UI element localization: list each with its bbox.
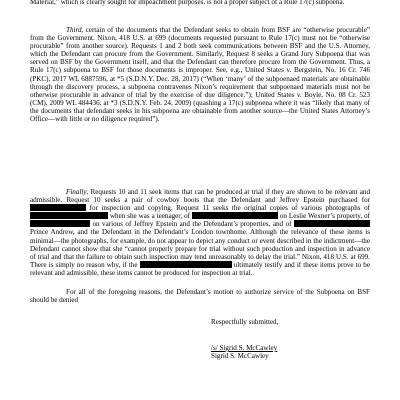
signature: /s/ Sigrid S. McCawley [211,344,278,352]
paragraph-finally-s5: on various of Jeffrey Epstein and the Defendant’s properties, and of [92,220,292,229]
paragraph-third [30,26,370,123]
redaction-bar [192,212,278,219]
paragraph-finally-s1: , Requests 10 and 11 seek items that can be produced at trial if they are shown to be relevant and admissible. Request 10 seeks a pair of cowboy boots that the Defendant and Jeffrey Epstein purchased for [30,188,370,205]
paragraph-finally-s7: ultimately testify and if these items prove to be relevant and admissible, these items cannot be produced for inspection at trial. [30,260,371,277]
paragraph-finally-s6: Prince Andrew, and the Defendant in the Defendant’s London townhome. Although the relevance of these items is minimal—the photographs, for example, do not appear to depict any conduct or event described in the indictment—the Defendant cannot show that she “cannot properly prepare for trial without such production and inspection in advance of trial and that the failure to obtain such inspection may tend unreasonably to delay the trial.” Nixon, 418 U.S. at 699. There is simply no reason why, if the [30,228,370,269]
redaction-bar [30,220,90,227]
redaction-bar [294,220,370,227]
paragraph-finally-lead: Finally [66,188,87,196]
paragraph-conclusion-text: For all of the foregoing reasons, the Defendant’s motion to authorize service of the Subpoena on BSF should be denied [30,288,370,305]
closing: Respectfully submitted, [211,318,279,326]
redaction-bar [140,261,232,268]
paragraph-intro-text: Material,” which is clearly sought for impeachment purposes, is not a proper subject of a Rule 17(c) subpoena. [30,0,345,6]
paragraph-finally-s4: on Leslie Wexner’s property, of [279,212,371,221]
paragraph-finally [30,188,370,277]
redaction-bar [30,212,108,219]
paragraph-finally-s2: for inspection and copying. Request 11 seeks the original copies of various photographs of [89,204,370,213]
paragraph-finally-s3: when she was a teenager, of [109,212,190,221]
signer-name: Sigrid S. McCawley [211,352,269,360]
paragraph-third-lead: Third [66,26,82,34]
redaction-bar [30,204,86,211]
paragraph-third-text: , certain of the documents that the Defendant seeks to obtain from BSF are “otherwise procurable” from the Government. Nixon, 418 U.S. at 699 (documents requested pursuant to Rule 17(c) must not be “otherwise procurable” from another source). Requests 1 and 2 both seek communications between BSF and the U.S. Attorney, which the Defendant can procure from the Government. Similarly, Request 8 seeks a Grand Jury Subpoena that was served on BSF by the Government itself, and that the Defendant can therefore procure from the Government. Thus, a Rule 17(c) subpoena to BSF for those documents is improper. See, e.g., United States v. Bergstein, No. 16 Cr. 746 (PKC), 2017 WL 6887596, at *5 (S.D.N.Y. Dec. 28, 2017) (“When ‘many’ of the subpoenaed materials are obtainable through the discovery process, a subpoena contravenes Nixon’s requirement that subpoenaed materials must not be otherwise procurable in advance of trial by the exercise of due diligence.”); United States v. Boyle, No. 08 Cr. 523 (CM), 2009 WL 484436, at *3 (S.D.N.Y. Feb. 24, 2009) (quashing a 17(c) subpoena where it was “likely that many of the documents that defendant seeks in his subpoena are obtainable from another source—the United States Attorney’s Office—with little or no diligence required”). [30,26,370,124]
paragraph-intro [30,0,370,6]
paragraph-conclusion [30,288,370,304]
